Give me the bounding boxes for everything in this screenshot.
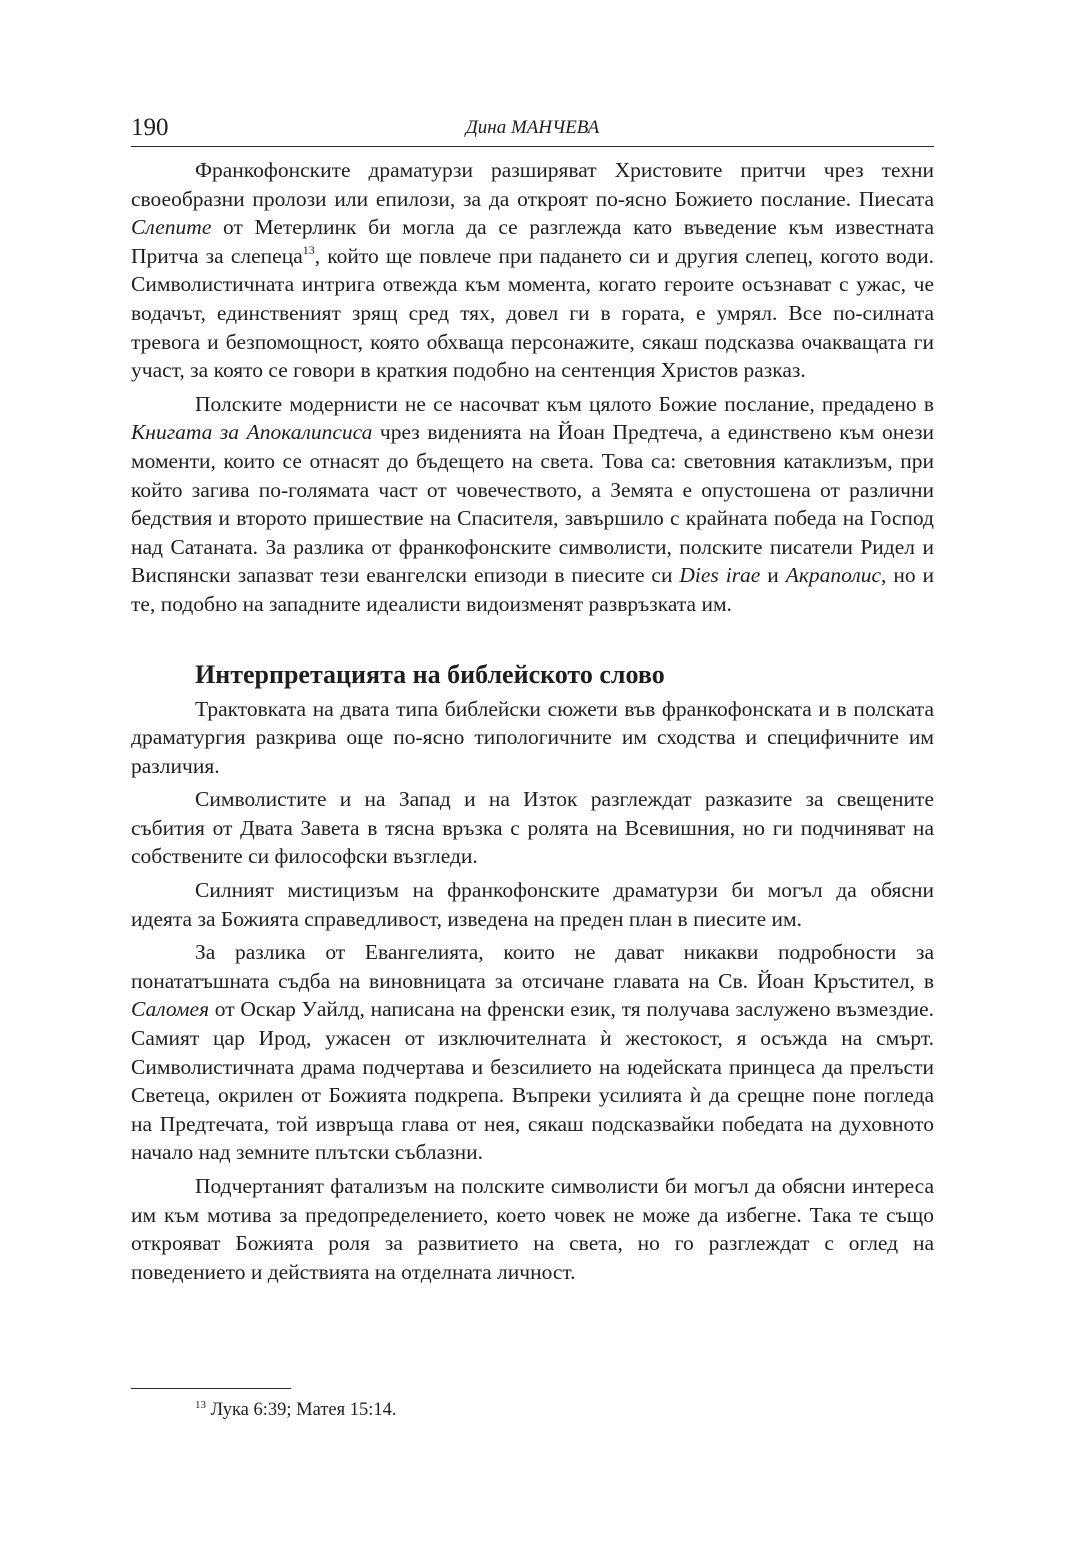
- footnote: [195, 1400, 397, 1421]
- title-dies-irae: Dies irae: [679, 563, 761, 588]
- paragraph-6: За разлика от Евангелията, които не дават никакви подробности за понататъшната съдба на виновницата за отсичане главата на Св. Йоан Кръстител, в Саломея от Оскар Уайлд, написана на френски език, тя получава заслужено възмездие. Самият цар Ирод, ужасен от изключителната ѝ жестокост, я осъжда на смърт. Символистичната драма подчертава и безсилието на юдейската принцеса да прелъсти Светеца, окрилен от Божията подкрепа. Въпреки усилията ѝ да срещне поне погледа на Предтечата, той извръща глава от нея, сякаш подсказвайки победата на духовното начало над земните плътски съблазни.: [131, 940, 934, 1165]
- paragraph-7: Подчертаният фатализъм на полските символисти би могъл да обясни интереса им към мотива за предопределението, което човек не може да избегне. Така те също открояват Божията роля за развитието на света, но го разглеждат с оглед на поведението и действията на отделната личност.: [131, 1174, 934, 1284]
- paragraph-1: Франкофонските драматурзи разширяват Христовите притчи чрез техни своеобразни пролози или епилози, за да откроят по-ясно Божието послание. Пиесата Слепите от Метерлинк би могла да се разглежда като въведение към известната Притча за слепеца$^{13}$, който ще повлече при падането си и другия слепец, когото води. Символистичната интрига отвежда към момента, когато героите осъзнават с ужас, че водачът, единственият зрящ сред тях, довел ги в гората, е умрял. Все по-силната тревога и безпомощност, която обхваща персонажите, сякаш подсказва очакващата ги участ, за която се говори в краткия подобно на сентенция Христов разказ.: [131, 158, 935, 383]
- running-head: Дина МАНЧЕВА: [465, 117, 600, 138]
- page-number: 190: [131, 114, 169, 141]
- paragraph-2: Полските модернисти не се насочват към цялото Божие послание, предадено в Книгата за Апокалипсиса чрез виденията на Йоан Предтеча, а единствено към онези моменти, които се отнасят до бъдещето на света. Това са: световния катаклизъм, при който загива по-голямата част от човечеството, а Земята е опустошена от различни бедствия и второто пришествие на Спасителя, завършило с крайната победа на Господ над Сатаната. За разлика от франкофонските символисти, полските писатели Ридел и Виспянски запазват тези евангелски епизоди в пиесите си Dies irae и Акраполис, но и те, подобно на западните идеалисти видоизменят развръзката им.: [131, 391, 934, 616]
- page-header: [131, 112, 934, 147]
- footnote-number: 13: [195, 1399, 206, 1411]
- title-salome: Саломея: [131, 997, 210, 1022]
- body-text: [131, 156, 934, 1286]
- footnote-ref: 13: [302, 242, 315, 257]
- title-akrapolis: Акраполис: [785, 563, 882, 588]
- footnote-divider: [131, 1388, 291, 1389]
- footnote-text: Лука 6:39; Матея 15:14.: [206, 1400, 397, 1420]
- section-heading: Интерпретацията на библейското слово: [195, 659, 665, 689]
- title-apocalypse: Книгата за Апокалипсиса: [131, 420, 373, 445]
- title-slepite: Слепите: [131, 215, 212, 240]
- paragraph-5: Силният мистицизъм на франкофонските драматурзи би могъл да обясни идеята за Божията справедливост, изведена на преден план в пиесите им.: [131, 878, 934, 931]
- paragraph-4: Символистите и на Запад и на Изток разглеждат разказите за свещените събития от Двата Завета в тясна връзка с ролята на Всевишния, но ги подчиняват на собствените си философски възгледи.: [131, 787, 934, 869]
- paragraph-3: Трактовката на двата типа библейски сюжети във франкофонската и в полската драматургия разкрива още по-ясно типологичните им сходства и специфичните им различия.: [131, 696, 934, 778]
